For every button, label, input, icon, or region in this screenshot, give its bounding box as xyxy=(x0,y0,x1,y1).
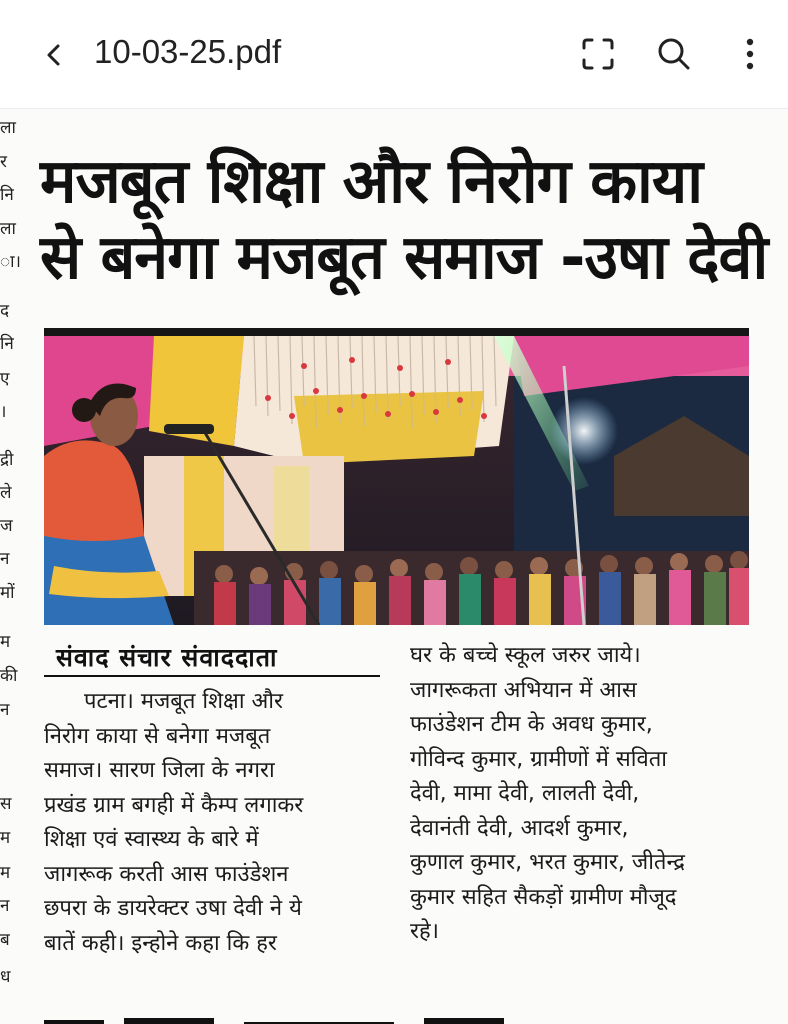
article-column-1 xyxy=(44,685,384,961)
adjacent-column-fragment xyxy=(0,109,20,1024)
fragment-text: ध xyxy=(0,967,11,987)
next-headline-fragment xyxy=(44,1006,744,1024)
fragment-text: न xyxy=(0,549,10,569)
text-line: जागरूकता अभियान में आस xyxy=(410,677,637,703)
fragment-text: द xyxy=(0,301,10,321)
fragment-text: ला xyxy=(0,118,16,138)
text-line: फाउंडेशन टीम के अवध कुमार, xyxy=(410,712,653,737)
text-line: देवानंती देवी, आदर्श कुमार, xyxy=(410,815,629,841)
text-line: कुमार सहित सैकड़ों ग्रामीण मौजूद xyxy=(410,884,677,910)
fullscreen-icon[interactable] xyxy=(578,34,618,74)
fragment-text: र xyxy=(0,152,7,172)
fragment-text: नि xyxy=(0,185,14,205)
more-vertical-icon[interactable] xyxy=(730,34,770,74)
byline: संवाद संचार संवाददाता xyxy=(56,643,278,672)
fragment-text: म xyxy=(0,632,11,652)
fragment-text: न xyxy=(0,700,10,720)
text-line: गोविन्द कुमार, ग्रामीणों में सविता xyxy=(410,746,667,772)
fragment-text: नि xyxy=(0,334,14,354)
text-line: देवी, मामा देवी, लालती देवी, xyxy=(410,781,640,806)
file-title: 10-03-25.pdf xyxy=(94,33,282,70)
text-line: रहे। xyxy=(410,919,440,944)
text-line: प्रखंड ग्राम बगही में कैम्प लगाकर xyxy=(44,792,304,818)
fragment-text: म xyxy=(0,828,11,848)
fragment-text: ए xyxy=(0,369,10,389)
fragment-text: म xyxy=(0,863,11,883)
fragment-text: ब xyxy=(0,930,10,950)
headline-line-1: मजबूत शिक्षा और निरोग काया xyxy=(40,146,703,217)
headline-line-2: से बनेगा मजबूत समाज -उषा देवी xyxy=(40,222,768,293)
text-line: घर के बच्चे स्कूल जरुर जाये। xyxy=(410,643,641,668)
text-line: कुणाल कुमार, भरत कुमार, जीतेन्द्र xyxy=(410,850,685,875)
photo-top-rule xyxy=(44,328,749,336)
pdf-page[interactable] xyxy=(0,109,788,1024)
event-photo xyxy=(44,336,749,625)
text-line: शिक्षा एवं स्वास्थ्य के बारे में xyxy=(44,827,259,852)
chevron-left-icon[interactable] xyxy=(38,36,72,74)
byline-rule xyxy=(44,675,380,677)
fragment-text: ा। xyxy=(0,252,21,272)
fragment-text: न xyxy=(0,896,10,916)
fragment-text: ले xyxy=(0,483,12,503)
fragment-text: की xyxy=(0,666,18,686)
app-toolbar xyxy=(0,0,788,109)
text-line: समाज। सारण जिला के नगरा xyxy=(44,758,275,783)
fragment-text: ज xyxy=(0,516,13,536)
fragment-text: द्री xyxy=(0,450,14,470)
fragment-text: । xyxy=(0,402,7,422)
fragment-text: मों xyxy=(0,583,15,603)
text-line: निरोग काया से बनेगा मजबूत xyxy=(44,723,271,749)
fragment-text: ला xyxy=(0,219,16,239)
text-line: छपरा के डायरेक्टर उषा देवी ने ये xyxy=(44,896,302,921)
text-line: बातें कही। इन्होने कहा कि हर xyxy=(44,930,277,956)
text-line: जागरूक करती आस फाउंडेशन xyxy=(44,861,289,887)
search-icon[interactable] xyxy=(654,34,694,74)
article-column-2 xyxy=(410,639,755,950)
text-line: पटना। मजबूत शिक्षा और xyxy=(84,689,284,714)
fragment-text: स xyxy=(0,794,12,814)
